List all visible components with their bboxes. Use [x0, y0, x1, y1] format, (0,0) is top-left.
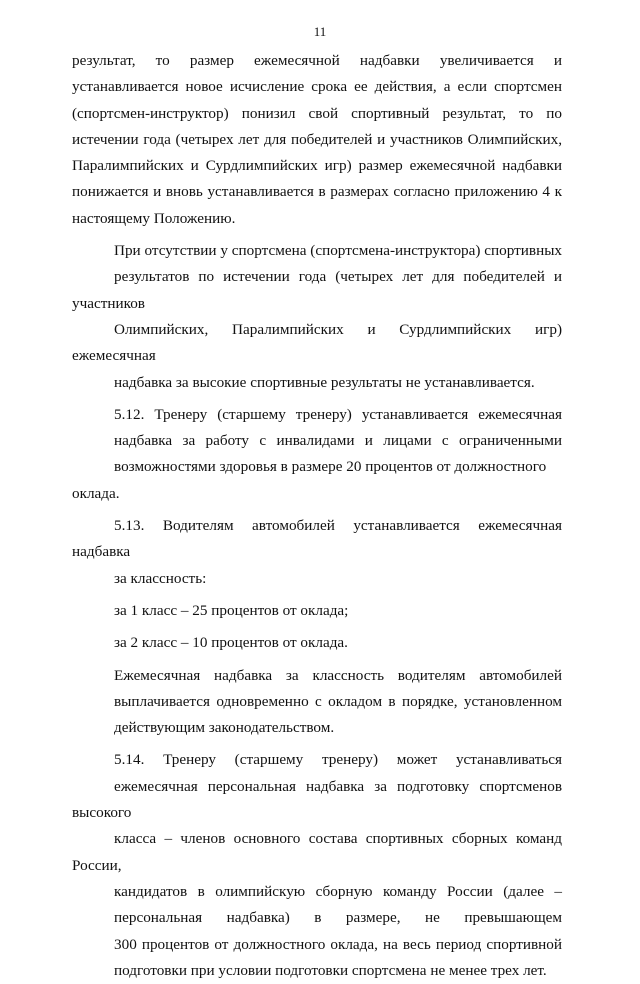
text-line: (спортсмен-инструктор) понизил свой спортивный результат, то по — [72, 104, 562, 122]
text-line: кандидатов в олимпийскую сборную команду России (далее – — [114, 882, 562, 900]
text-line: класса – членов основного состава спортивных сборных команд России, — [72, 830, 562, 874]
text-line: 300 процентов от должностного оклада, на весь период спортивной — [114, 935, 562, 953]
paragraph — [72, 402, 562, 507]
text-line: надбавка за работу с инвалидами и лицами с ограниченными — [114, 432, 562, 450]
text-line: При отсутствии у спортсмена (спортсмена-инструктора) спортивных — [114, 242, 562, 260]
text-line: Олимпийских, Паралимпийских и Сурдлимпийских игр) ежемесячная — [72, 320, 562, 365]
paragraph — [72, 238, 562, 396]
paragraph — [72, 630, 562, 656]
text-line: 5.13. Водителям автомобилей устанавливается ежемесячная надбавка — [72, 517, 562, 561]
document-body — [72, 48, 562, 984]
paragraph — [72, 747, 562, 984]
text-line: настоящему Положению. — [72, 209, 236, 227]
text-line: Паралимпийских и Сурдлимпийских игр) размер ежемесячной надбавки — [72, 157, 562, 175]
paragraph — [72, 513, 562, 592]
text-line: надбавка за высокие спортивные результаты не устанавливается. — [114, 373, 535, 391]
paragraph — [72, 598, 562, 624]
text-line: 5.14. Тренеру (старшему тренеру) может устанавливаться — [114, 751, 562, 769]
text-line: за 1 класс – 25 процентов от оклада; — [114, 601, 349, 619]
text-line: подготовки при условии подготовки спортсмена не менее трех лет. — [114, 961, 547, 979]
text-line: действующим законодательством. — [114, 719, 335, 737]
paragraph — [72, 663, 562, 742]
text-line: за классность: — [114, 569, 207, 587]
text-line: Ежемесячная надбавка за классность водителям автомобилей — [114, 666, 562, 684]
text-line: возможностями здоровья в размере 20 процентов от должностного оклада. — [72, 458, 547, 502]
paragraph — [72, 48, 562, 232]
text-line: результат, то размер ежемесячной надбавки увеличивается и — [72, 52, 562, 69]
text-line: 5.12. Тренеру (старшему тренеру) устанавливается ежемесячная — [114, 405, 562, 423]
text-line: истечении года (четырех лет для победителей и участников Олимпийских, — [72, 130, 562, 148]
text-line: ежемесячная персональная надбавка за подготовку спортсменов высокого — [72, 777, 562, 822]
text-line: результатов по истечении года (четырех лет для победителей и участников — [72, 268, 562, 312]
text-line: персональная надбавка) в размере, не превышающем — [114, 909, 562, 927]
text-line: понижается и вновь устанавливается в размерах согласно приложению 4 к — [72, 183, 562, 201]
text-line: устанавливается новое исчисление срока ее действия, а если спортсмен — [72, 78, 562, 96]
page-number: 11 — [313, 24, 327, 39]
text-line: за 2 класс – 10 процентов от оклада. — [114, 634, 348, 652]
text-line: выплачивается одновременно с окладом в порядке, установленном — [114, 692, 562, 710]
